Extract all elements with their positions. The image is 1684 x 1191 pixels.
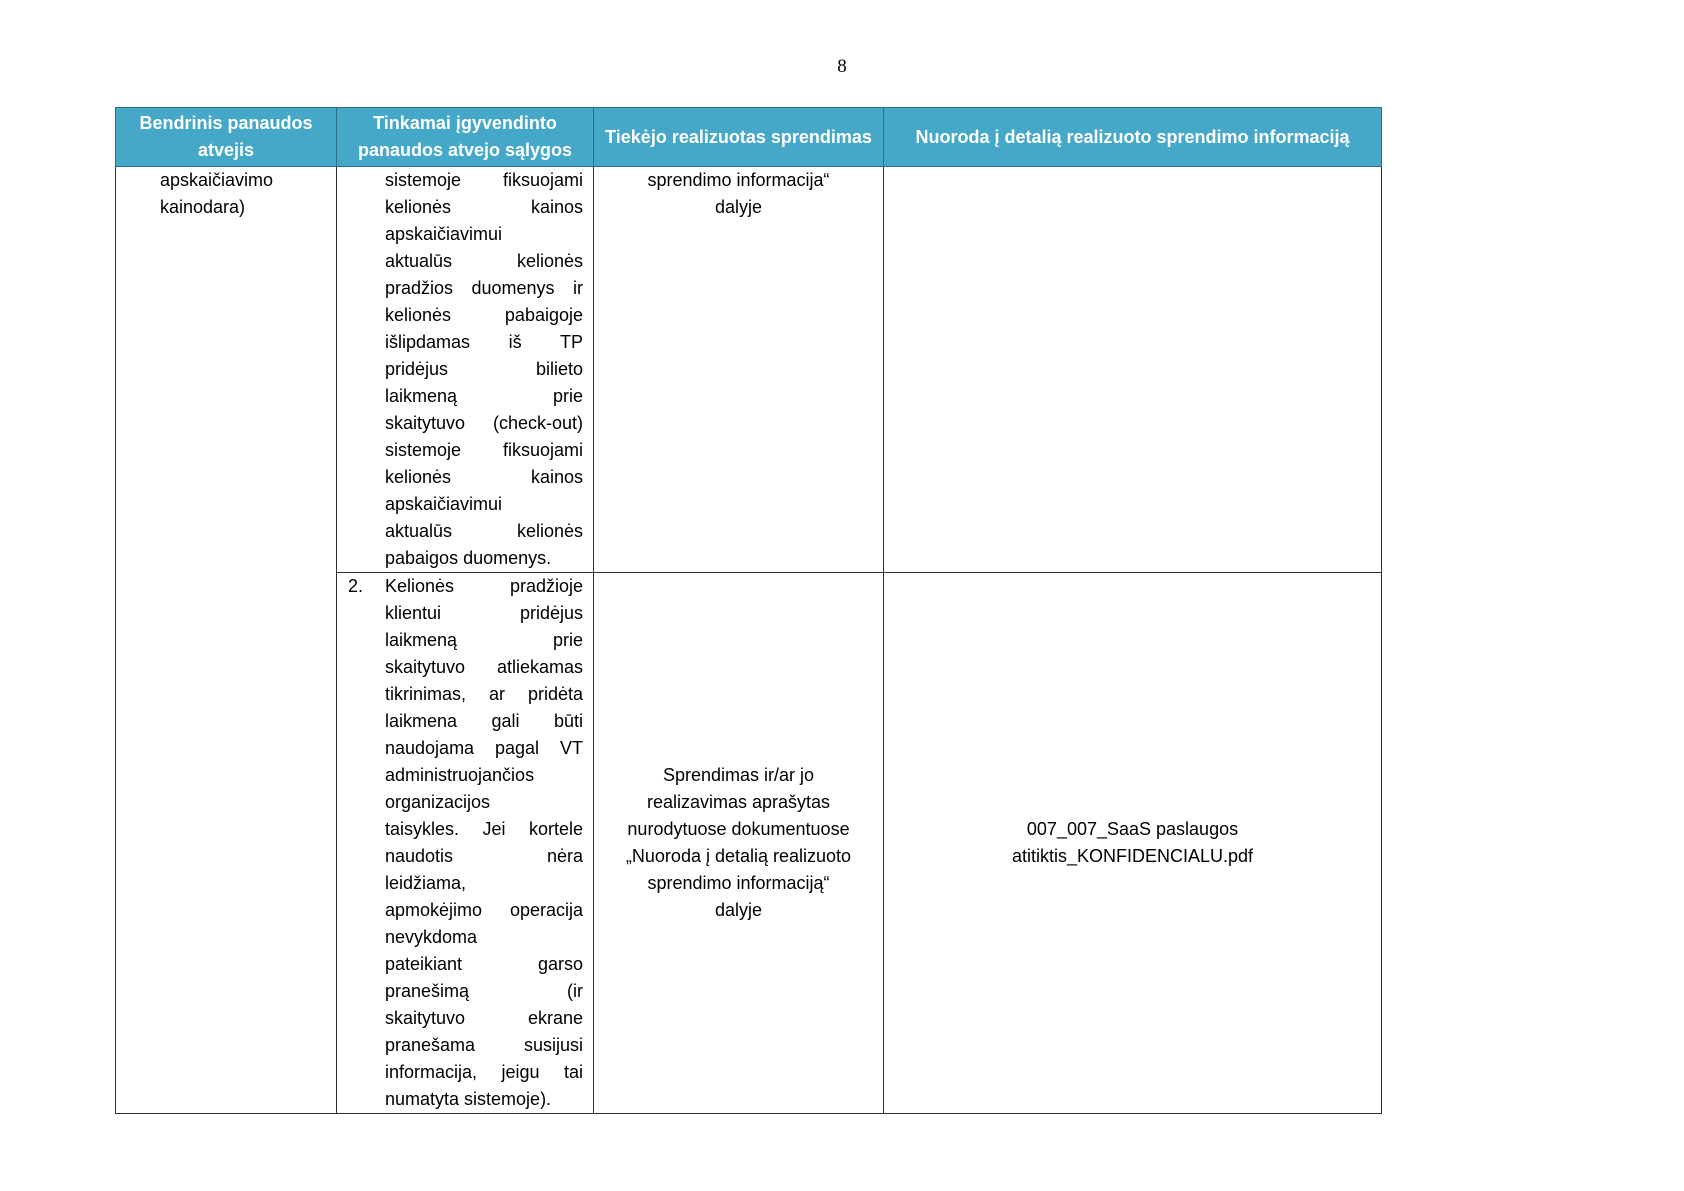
condition-line: laikmena gali būti — [385, 711, 583, 731]
condition-line: pranešimą (ir — [385, 981, 583, 1001]
solution-cell — [594, 573, 884, 1114]
condition-line: sistemoje fiksuojami — [385, 170, 583, 190]
header-conditions: Tinkamai įgyvendinto panaudos atvejo sąlygos — [337, 108, 594, 167]
item-number: 2. — [348, 576, 364, 596]
condition-line: Kelionės pradžioje — [385, 576, 583, 596]
condition-text — [385, 573, 583, 1113]
condition-line: naudojama pagal VT — [385, 738, 583, 758]
condition-line: laikmeną prie — [385, 630, 583, 650]
requirements-table — [115, 107, 1382, 1114]
condition-line: pateikiant garso — [385, 954, 583, 974]
header-solution: Tiekėjo realizuotas sprendimas — [594, 108, 884, 167]
reference-line: atitiktis_KONFIDENCIALU.pdf — [1011, 846, 1254, 866]
condition-line: pabaigos duomenys. — [385, 548, 552, 568]
condition-line: informacija, jeigu tai — [385, 1062, 583, 1082]
condition-line: numatyta sistemoje). — [385, 1089, 552, 1109]
reference-cell — [884, 167, 1382, 573]
condition-line: kelionės pabaigoje — [385, 305, 583, 325]
condition-line: kelionės kainos — [385, 467, 583, 487]
condition-line: aktualūs kelionės — [385, 521, 583, 541]
solution-line: dalyje — [714, 900, 763, 920]
table-row — [116, 167, 1382, 573]
use-case-line: apskaičiavimo — [160, 170, 274, 190]
condition-line: kelionės kainos — [385, 197, 583, 217]
condition-line: taisykles. Jei kortele — [385, 819, 583, 839]
condition-line: skaitytuvo (check-out) — [385, 413, 583, 433]
condition-line: pradžios duomenys ir — [385, 278, 583, 298]
table-header-row — [116, 108, 1382, 167]
condition-cell — [337, 167, 594, 573]
solution-line: sprendimo informaciją“ — [647, 873, 830, 893]
condition-line: organizacijos — [385, 792, 491, 812]
condition-line: aktualūs kelionės — [385, 251, 583, 271]
use-case-line: kainodara) — [160, 197, 246, 217]
solution-line: nurodytuose dokumentuose — [627, 819, 850, 839]
solution-line: „Nuoroda į detalią realizuoto — [625, 846, 852, 866]
condition-line: išlipdamas iš TP — [385, 332, 583, 352]
reference-cell — [884, 573, 1382, 1114]
solution-line: realizavimas aprašytas — [646, 792, 831, 812]
condition-line: apskaičiavimui — [385, 224, 503, 244]
page-number: 8 — [837, 56, 847, 77]
condition-line: apskaičiavimui — [385, 494, 503, 514]
condition-line: pridėjus bilieto — [385, 359, 583, 379]
condition-line: nevykdoma — [385, 927, 478, 947]
solution-line: dalyje — [714, 197, 763, 217]
condition-line: klientui pridėjus — [385, 603, 583, 623]
solution-line: sprendimo informacija“ — [647, 170, 830, 190]
condition-line: tikrinimas, ar pridėta — [385, 684, 583, 704]
condition-line: leidžiama, — [385, 873, 467, 893]
condition-line: apmokėjimo operacija — [385, 900, 583, 920]
reference-line: 007_007_SaaS paslaugos — [1026, 819, 1239, 839]
condition-line: sistemoje fiksuojami — [385, 440, 583, 460]
condition-cell — [337, 573, 594, 1114]
condition-line: laikmeną prie — [385, 386, 583, 406]
solution-line: Sprendimas ir/ar jo — [662, 765, 815, 785]
use-case-cell — [116, 167, 337, 1114]
condition-text — [385, 167, 583, 572]
condition-line: skaitytuvo ekrane — [385, 1008, 583, 1028]
header-reference: Nuoroda į detalią realizuoto sprendimo informaciją — [884, 108, 1382, 167]
solution-cell — [594, 167, 884, 573]
condition-line: administruojančios — [385, 765, 535, 785]
condition-line: skaitytuvo atliekamas — [385, 657, 583, 677]
condition-line: naudotis nėra — [385, 846, 583, 866]
condition-line: pranešama susijusi — [385, 1035, 583, 1055]
header-use-case: Bendrinis panaudos atvejis — [116, 108, 337, 167]
